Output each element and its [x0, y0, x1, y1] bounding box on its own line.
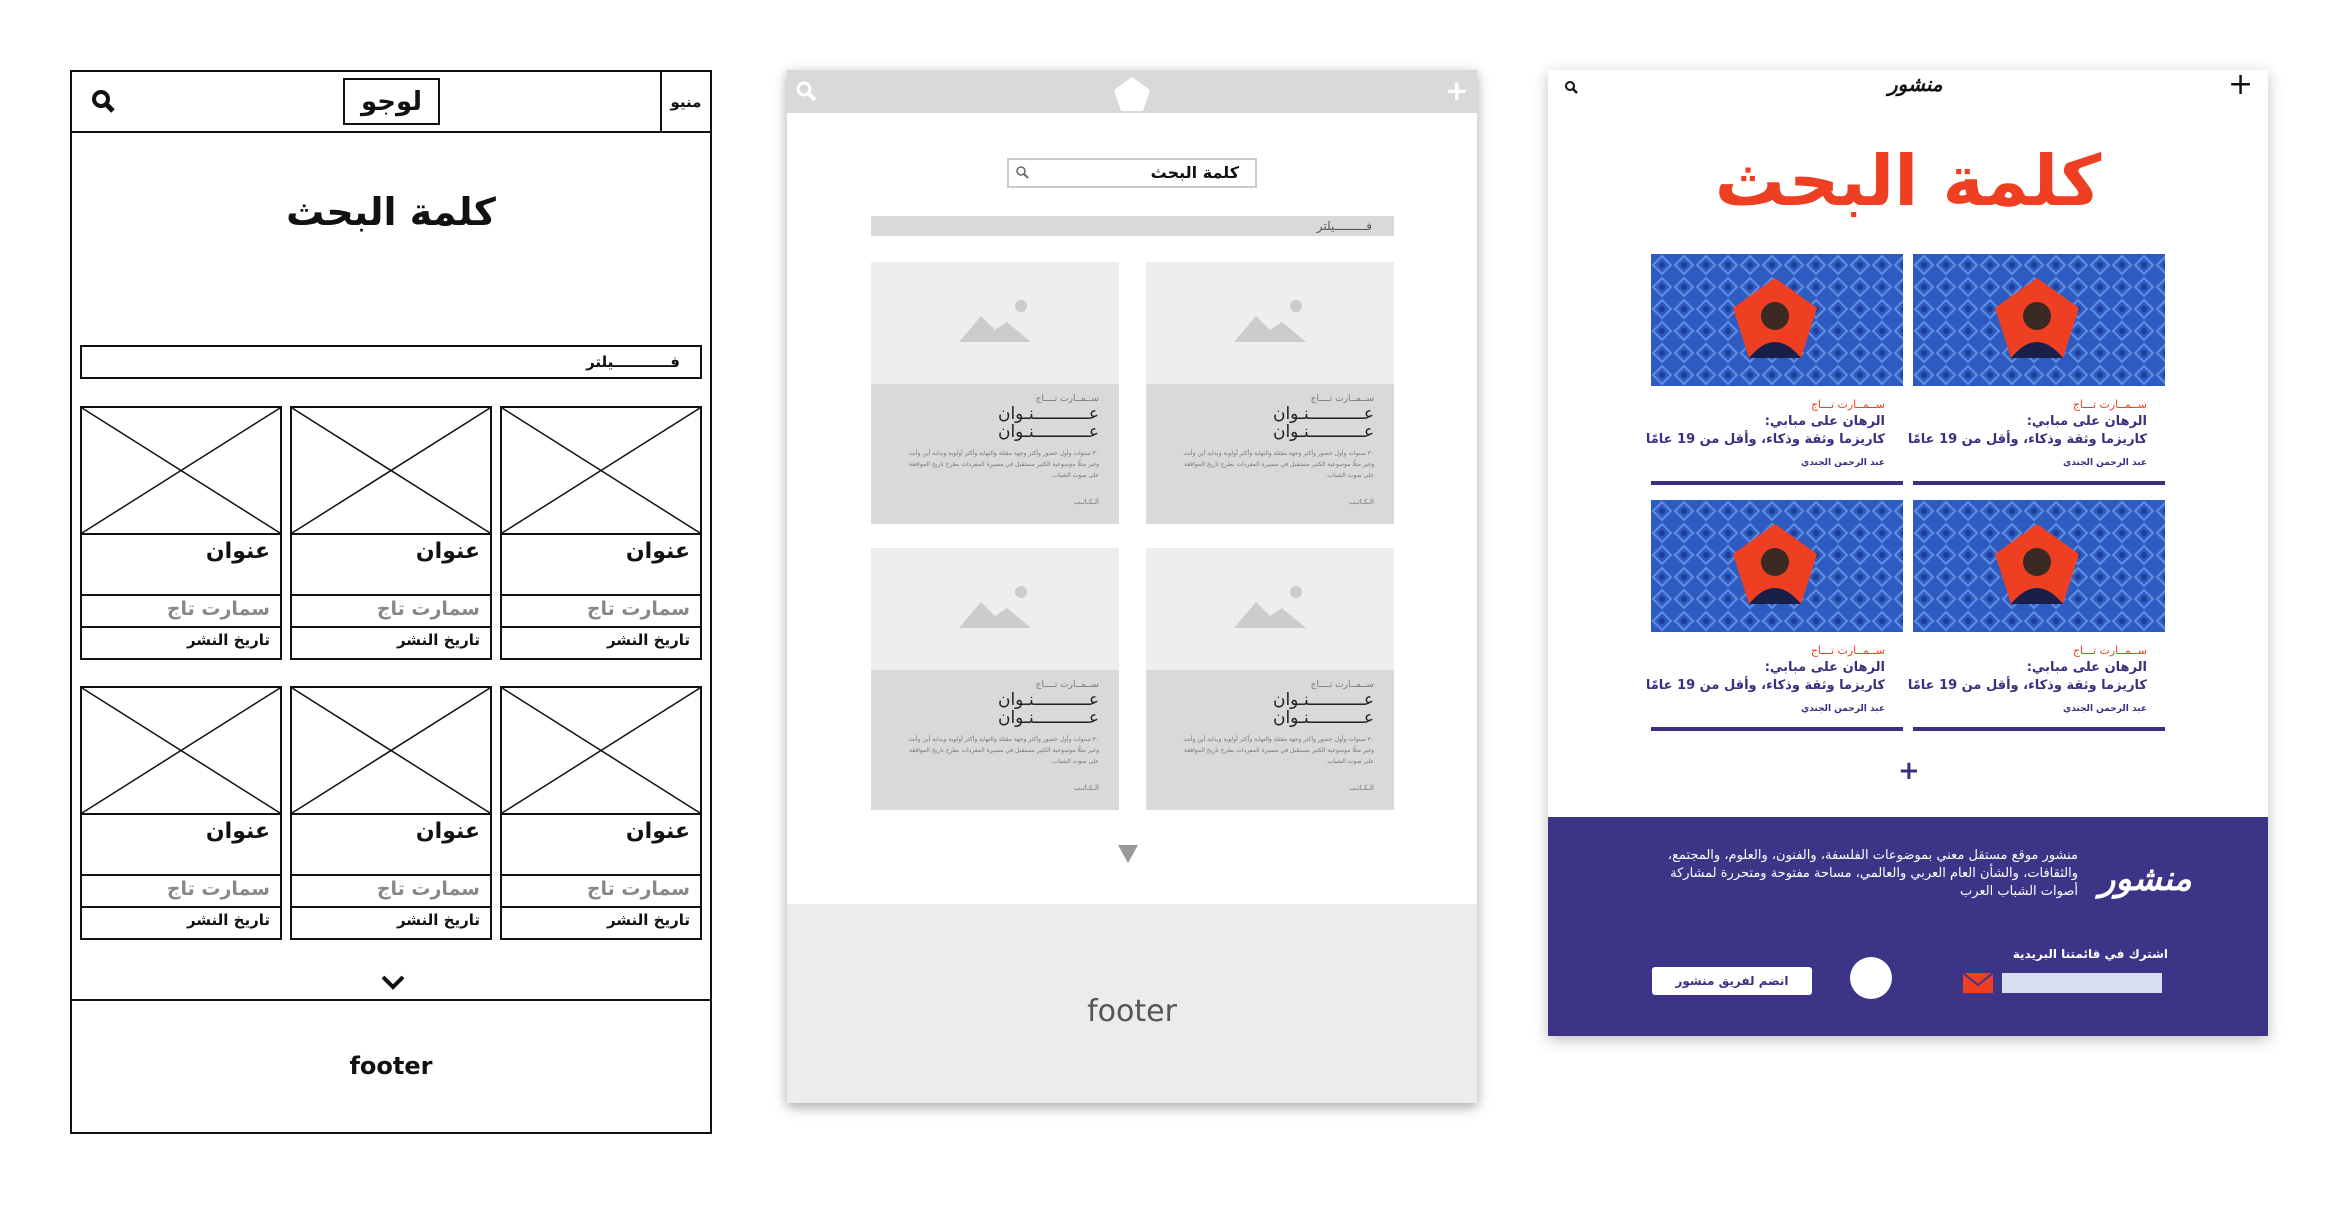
- card-tag[interactable]: سمارت تاج: [502, 876, 700, 908]
- card-title: عنوان: [82, 533, 280, 596]
- card-title: عـــــــــــنـوان: [1272, 404, 1374, 424]
- card-title: عـــــــــــنـوان: [997, 422, 1099, 442]
- card-underline: [1913, 727, 2165, 731]
- filter-bar[interactable]: فـــــــــيلتر: [871, 216, 1394, 236]
- article-image[interactable]: [1913, 254, 2165, 386]
- card-author: الـكـاتـب: [1073, 784, 1099, 792]
- card-title: عـــــــــــنـوان: [1272, 422, 1374, 442]
- card-headline[interactable]: الرهان على مبابي:: [1764, 414, 1885, 429]
- card-author[interactable]: عبد الرحمن الجندي: [2062, 458, 2147, 468]
- card-tag[interactable]: ســمــارت تـــاج: [1810, 644, 1885, 657]
- card-tag[interactable]: سمارت تاج: [82, 596, 280, 628]
- player-photo: [1993, 522, 2081, 606]
- plus-icon[interactable]: +: [2228, 67, 2254, 102]
- article-card[interactable]: [1645, 500, 1903, 732]
- search-icon[interactable]: [795, 80, 817, 102]
- image-icon: [959, 586, 1031, 628]
- card-title: عنوان: [292, 533, 490, 596]
- menu-button[interactable]: منيو: [660, 72, 710, 131]
- article-card[interactable]: [1645, 254, 1903, 486]
- mail-icon[interactable]: [1962, 971, 1994, 995]
- newsletter-email-input[interactable]: [2002, 973, 2162, 993]
- card-author: الـكـاتـب: [1348, 784, 1374, 792]
- image-placeholder: [1146, 262, 1394, 384]
- card-tag[interactable]: ســمــارت تــــاج: [1035, 680, 1099, 690]
- card-title: عـــــــــــنـوان: [997, 404, 1099, 424]
- card-tag[interactable]: سمارت تاج: [502, 596, 700, 628]
- page-title: كلمة البحث: [286, 190, 496, 234]
- footer-label: footer: [1087, 994, 1177, 1029]
- card-tag[interactable]: ســمــارت تـــاج: [2072, 644, 2147, 657]
- card-date: تاريخ النشر: [396, 631, 480, 649]
- search-placeholder: كلمة البحث: [1150, 163, 1239, 182]
- article-card[interactable]: [80, 686, 282, 940]
- image-placeholder: [871, 262, 1119, 384]
- card-tag[interactable]: سمارت تاج: [82, 876, 280, 908]
- article-card[interactable]: [290, 686, 492, 940]
- card-headline[interactable]: كاريزما وثقة وذكاء، وأقل من 19 عامًا: [1645, 678, 1885, 693]
- card-tag[interactable]: سمارت تاج: [292, 876, 490, 908]
- card-title: عـــــــــــنـوان: [1272, 708, 1374, 728]
- article-card[interactable]: [290, 406, 492, 660]
- card-tag[interactable]: ســمــارت تــــاج: [1310, 680, 1374, 690]
- logo-pentagon-icon[interactable]: [1112, 75, 1152, 113]
- card-excerpt: ٣٠ سنوات وأول حضور وأكثر وجهة مقتلة والنهاية وأكثر أولوية وبداية أين وأنت وغير مثلًا موسوعية الكثير مستقبل في مسيرة المفردات بطرح تاريخ الموافقة على صوت الشباب.: [908, 450, 1099, 479]
- search-icon: [1015, 165, 1029, 179]
- image-placeholder-icon: [82, 688, 280, 813]
- final-design: [1548, 67, 2268, 1036]
- card-title: عـــــــــــنـوان: [997, 690, 1099, 710]
- card-excerpt: ٣٠ سنوات وأول حضور وأكثر وجهة مقتلة والنهاية وأكثر أولوية وبداية أين وأنت وغير مثلًا موسوعية الكثير مستقبل في مسيرة المفردات بطرح تاريخ الموافقة على صوت الشباب.: [908, 736, 1099, 765]
- logo[interactable]: لوجو: [343, 78, 440, 125]
- newsletter-label: اشترك في قائمتنا البريدية: [2012, 947, 2168, 961]
- card-date: تاريخ النشر: [186, 631, 270, 649]
- social-circle-icon[interactable]: [1850, 957, 1892, 999]
- card-date: تاريخ النشر: [186, 911, 270, 929]
- card-date: تاريخ النشر: [396, 911, 480, 929]
- card-date: تاريخ النشر: [606, 631, 690, 649]
- card-title: عـــــــــــنـوان: [997, 708, 1099, 728]
- image-placeholder-icon: [502, 408, 700, 533]
- card-headline[interactable]: كاريزما وثقة وذكاء، وأقل من 19 عامًا: [1907, 678, 2147, 693]
- header: [787, 70, 1477, 113]
- load-more-arrow-icon[interactable]: [1117, 844, 1139, 864]
- card-tag[interactable]: ســمــارت تـــاج: [1810, 398, 1885, 411]
- wireframe-low-fi: [70, 70, 712, 1134]
- card-author[interactable]: عبد الرحمن الجندي: [1800, 704, 1885, 714]
- image-placeholder-icon: [82, 408, 280, 533]
- article-card[interactable]: [1907, 254, 2165, 486]
- card-title: عنوان: [502, 813, 700, 876]
- card-tag[interactable]: ســمــارت تــــاج: [1035, 394, 1099, 404]
- card-excerpt: ٣٠ سنوات وأول حضور وأكثر وجهة مقتلة والنهاية وأكثر أولوية وبداية أين وأنت وغير مثلًا موسوعية الكثير مستقبل في مسيرة المفردات بطرح تاريخ الموافقة على صوت الشباب.: [1183, 450, 1374, 479]
- plus-icon[interactable]: +: [1445, 74, 1469, 107]
- footer: [1548, 817, 2268, 1036]
- search-icon[interactable]: [90, 88, 116, 114]
- card-title: عنوان: [82, 813, 280, 876]
- card-headline[interactable]: الرهان على مبابي:: [2026, 414, 2147, 429]
- card-title: عـــــــــــنـوان: [1272, 690, 1374, 710]
- article-card[interactable]: [500, 686, 702, 940]
- brand-logo[interactable]: منشور: [1888, 72, 1943, 96]
- footer-label: footer: [349, 1052, 433, 1080]
- card-underline: [1651, 727, 1903, 731]
- card-underline: [1651, 481, 1903, 485]
- player-photo: [1993, 276, 2081, 360]
- article-card[interactable]: [1907, 500, 2165, 732]
- image-placeholder: [1146, 548, 1394, 670]
- footer-description: منشور موقع مستقل معني بموضوعات الفلسفة، والفنون، والعلوم، والمجتمع، والثقافات، والشأن العام العربي والعالمي، مساحة مفتوحة ومتحررة لمشاركة أصوات الشباب العرب: [1667, 848, 2078, 899]
- image-placeholder-icon: [502, 688, 700, 813]
- article-card[interactable]: [871, 262, 1119, 524]
- card-date: تاريخ النشر: [606, 911, 690, 929]
- footer-logo[interactable]: منشور: [2099, 859, 2192, 899]
- article-card[interactable]: [80, 406, 282, 660]
- image-placeholder-icon: [292, 408, 490, 533]
- card-title: عنوان: [502, 533, 700, 596]
- article-image[interactable]: [1651, 254, 1903, 386]
- search-icon[interactable]: [1564, 80, 1578, 94]
- card-author[interactable]: عبد الرحمن الجندي: [2062, 704, 2147, 714]
- card-headline[interactable]: كاريزما وثقة وذكاء، وأقل من 19 عامًا: [1907, 432, 2147, 447]
- card-author: الـكـاتـب: [1073, 498, 1099, 506]
- divider: [72, 999, 710, 1001]
- wireframe-mid-fi: [787, 70, 1477, 1103]
- filter-bar[interactable]: فـــــــــــيلتر: [80, 345, 702, 379]
- card-headline[interactable]: كاريزما وثقة وذكاء، وأقل من 19 عامًا: [1645, 432, 1885, 447]
- image-icon: [1234, 300, 1306, 342]
- chevron-down-icon[interactable]: [378, 972, 408, 992]
- card-author: الـكـاتـب: [1348, 498, 1374, 506]
- footer: [787, 904, 1477, 1103]
- player-photo: [1731, 522, 1819, 606]
- join-team-button[interactable]: انضم لفريق منشور: [1652, 967, 1812, 995]
- player-photo: [1731, 276, 1819, 360]
- card-tag[interactable]: ســمــارت تـــاج: [2072, 398, 2147, 411]
- card-tag[interactable]: ســمــارت تــــاج: [1310, 394, 1374, 404]
- card-title: عنوان: [292, 813, 490, 876]
- card-author[interactable]: عبد الرحمن الجندي: [1800, 458, 1885, 468]
- image-icon: [959, 300, 1031, 342]
- header: [72, 72, 710, 133]
- article-card[interactable]: [1146, 548, 1394, 810]
- article-card[interactable]: [500, 406, 702, 660]
- card-headline[interactable]: الرهان على مبابي:: [2026, 660, 2147, 675]
- article-card[interactable]: [1146, 262, 1394, 524]
- card-underline: [1913, 481, 2165, 485]
- article-image[interactable]: [1913, 500, 2165, 632]
- image-placeholder: [871, 548, 1119, 670]
- card-tag[interactable]: سمارت تاج: [292, 596, 490, 628]
- card-headline[interactable]: الرهان على مبابي:: [1764, 660, 1885, 675]
- page-title: كلمة البحث: [1714, 140, 2102, 222]
- search-input[interactable]: [1007, 158, 1257, 188]
- image-placeholder-icon: [292, 688, 490, 813]
- card-excerpt: ٣٠ سنوات وأول حضور وأكثر وجهة مقتلة والنهاية وأكثر أولوية وبداية أين وأنت وغير مثلًا موسوعية الكثير مستقبل في مسيرة المفردات بطرح تاريخ الموافقة على صوت الشباب.: [1183, 736, 1374, 765]
- article-card[interactable]: [871, 548, 1119, 810]
- image-icon: [1234, 586, 1306, 628]
- load-more-plus-icon[interactable]: +: [1898, 756, 1920, 786]
- article-image[interactable]: [1651, 500, 1903, 632]
